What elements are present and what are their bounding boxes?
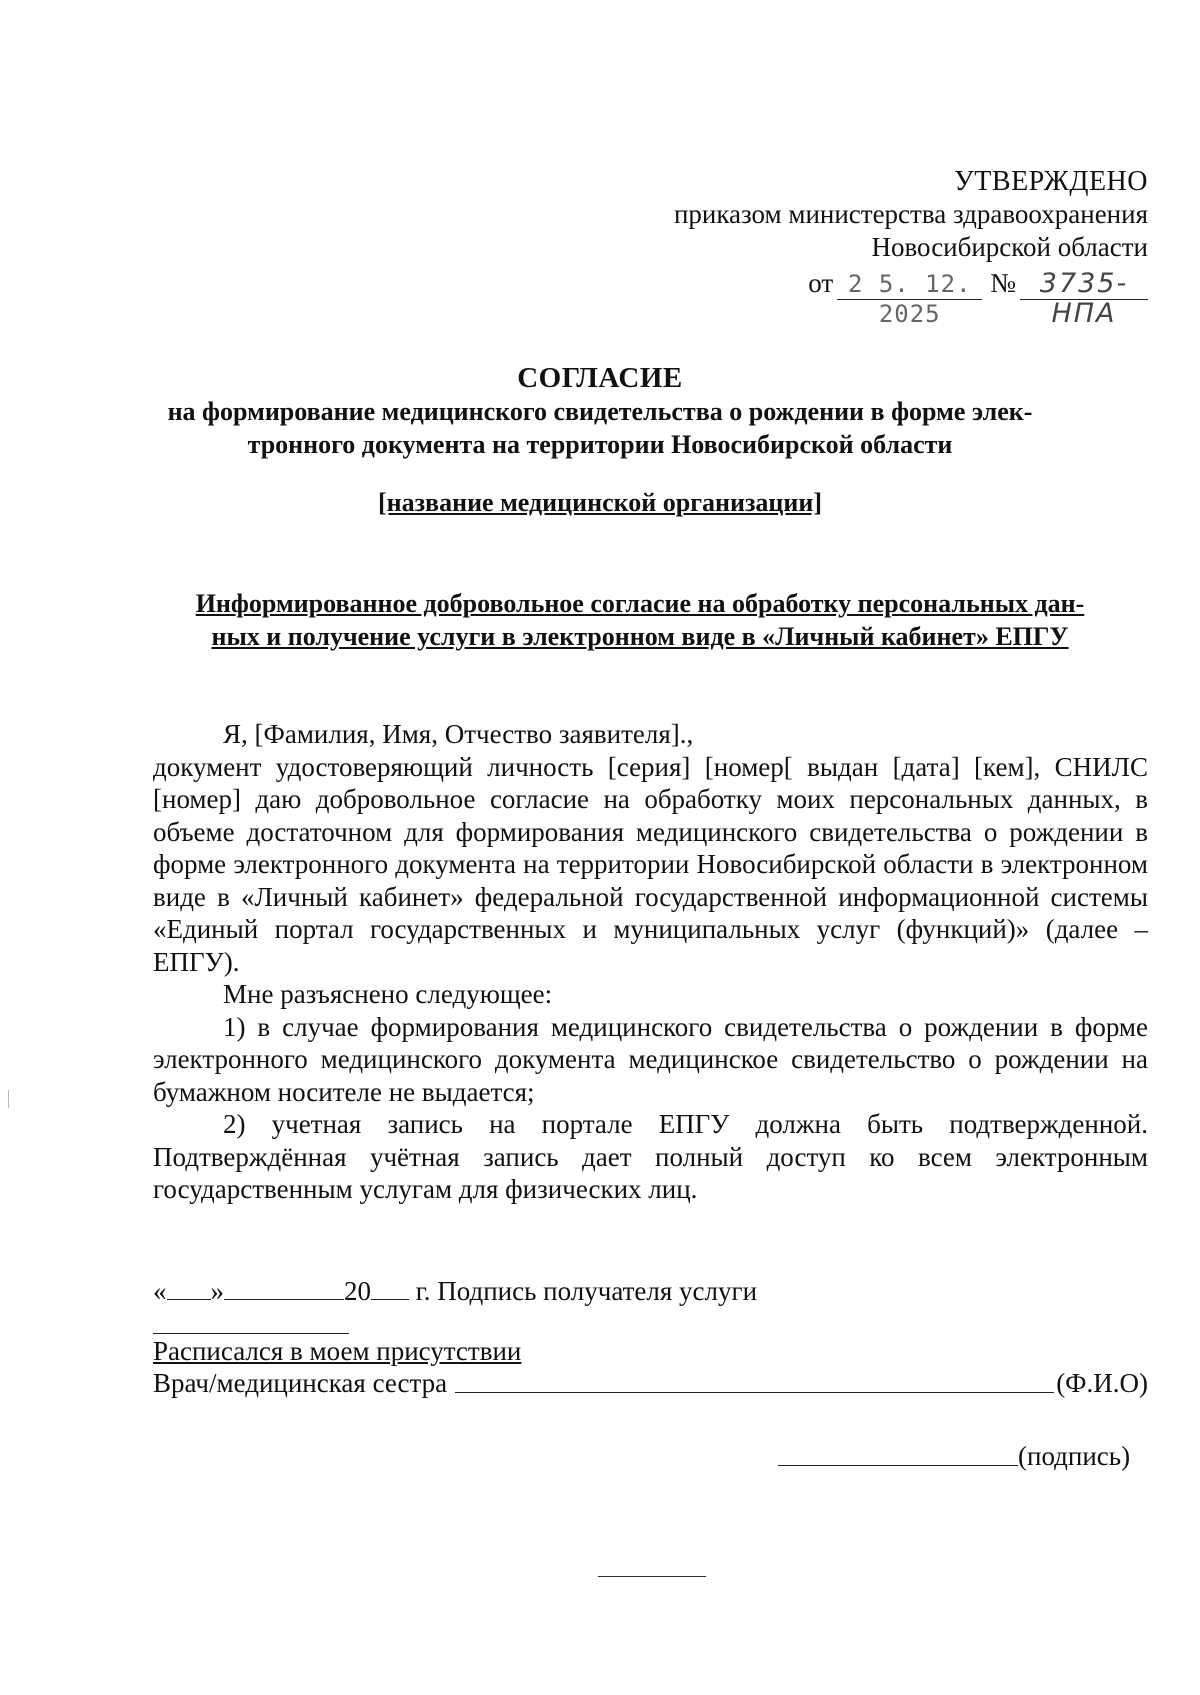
document-title-sub-line2: тронного документа на территории Новосибирской области — [247, 430, 953, 459]
organization-name-placeholder: [название медицинской организации] — [377, 488, 823, 517]
recipient-signature-line — [153, 1333, 349, 1334]
page-edge-mark — [8, 1090, 9, 1108]
fio-label: (Ф.И.О) — [1056, 1368, 1148, 1398]
applicant-line: Я, [Фамилия, Имя, Отчество заявителя]., — [223, 719, 694, 749]
clause-1-paragraph: 1) в случае формирования медицинского свидетельства о рождении в форме электронного медицинского документа медицинское свидетельство о рождении на бумажном носителе не выдается; — [153, 1011, 1148, 1107]
recipient-signature-label: г. Подпись получателя услуги — [415, 1276, 758, 1306]
year-prefix: 20 — [344, 1276, 371, 1306]
month-blank — [224, 1275, 344, 1300]
approval-number-handwritten: 3735-НПА — [1020, 269, 1148, 300]
day-blank — [167, 1275, 211, 1300]
approval-region-line: Новосибирской области — [871, 232, 1148, 262]
signature-date-line — [153, 1275, 757, 1307]
end-rule — [598, 1576, 706, 1577]
consent-heading-line2: ных и получение услуги в электронном виде в «Личный кабинет» ЕПГУ — [211, 622, 1069, 651]
document-title-sub-line1: на формирование медицинского свидетельства о рождении в форме элек- — [167, 397, 1033, 426]
year-blank — [371, 1275, 409, 1300]
doctor-signature-blank — [778, 1441, 1018, 1466]
approval-date-stamp: 2 5. 12. 2025 — [837, 269, 982, 300]
consent-paragraph: документ удостоверяющий личность [серия] [номер[ выдан [дата] [кем], СНИЛС [номер] даю добровольное согласие на обработку моих персональных данных, в объеме достаточном для формирования медицинского свидетельства о рождении в форме электронного документа на территории Новосибирской области в электронном виде в «Личный кабинет» федеральной государственной информационной системы «Единый портал государственных и муниципальных услуг (функций)» (далее – ЕПГУ). — [153, 751, 1148, 977]
doctor-signature-line — [778, 1441, 1148, 1472]
quote-open: « — [153, 1276, 167, 1306]
approval-number-label: № — [990, 268, 1016, 298]
clause-2-paragraph: 2) учетная запись на портале ЕПГУ должна быть подтвержденной. Подтверждённая учётная запись дает полный доступ ко всем электронным государственным услугам для физических лиц. — [153, 1109, 1148, 1204]
doctor-fio-blank — [455, 1368, 1054, 1393]
quote-close: » — [210, 1276, 224, 1306]
witness-label: Расписался в моем присутствии — [153, 1336, 522, 1366]
signature-label: (подпись) — [1018, 1441, 1131, 1471]
explained-paragraph: Мне разъяснено следующее: — [223, 979, 553, 1009]
doctor-fio-line — [153, 1368, 1148, 1399]
approval-block — [588, 165, 1148, 329]
consent-heading-line1: Информированное добровольное согласие на обработку персональных дан- — [195, 589, 1085, 618]
approval-date-label: от — [808, 268, 834, 298]
approval-order-line: приказом министерства здравоохранения — [673, 199, 1148, 229]
approval-title: УТВЕРЖДЕНО — [953, 166, 1148, 197]
doctor-label: Врач/медицинская сестра — [153, 1368, 448, 1398]
document-title-main: СОГЛАСИЕ — [517, 362, 683, 394]
document-body — [153, 718, 1148, 1206]
document-title — [150, 362, 1050, 461]
approval-date-number-line — [588, 264, 1148, 329]
consent-heading — [150, 587, 1130, 653]
